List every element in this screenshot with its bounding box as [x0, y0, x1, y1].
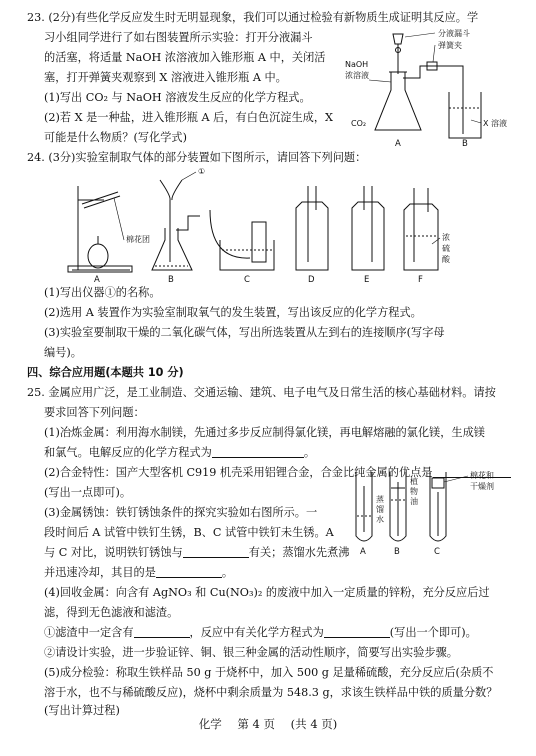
q25-p2-line-2: (写出一点即可)。: [44, 486, 132, 499]
q25-p3-line-2: 段时间后 A 试管中铁钉生锈，B、C 试管中铁钉未生锈。A: [44, 526, 334, 539]
fig23-label-b: B: [462, 139, 468, 149]
q25-p1-line-1: (1)冶炼金属：利用海水制镁，先通过多步反应制得氯化镁，再电解熔融的氯化镁，生成镁: [44, 426, 485, 439]
q23-line-1: 23. (2分)有些化学反应发生时无明显现象，我们可以通过检验有新物质生成证明其反应。学: [27, 11, 479, 24]
footer-total: (共 4 页): [290, 717, 338, 731]
q25-p3-line-4: 并迅速冷却，其目的是 。: [44, 566, 234, 579]
q25-p1-line-2: 和氯气。电解反应的化学方程式为 。: [44, 446, 316, 459]
q23-line-6: (2)若 X 是一种盐，进入锥形瓶 A 后，有白色沉淀生成，X: [44, 111, 334, 124]
q25-p4a-line: ①滤渣中一定含有 ，反应中有关化学方程式为 (写出一个即可)。: [44, 626, 477, 639]
q23-line-2: 习小组同学进行了如右图装置所示实验：打开分液漏斗: [44, 31, 313, 44]
fig25-label-c: C: [434, 547, 440, 557]
fig25-label-a: A: [360, 547, 366, 557]
q25-intro-1: 25. 金属应用广泛，是工业制造、交通运输、建筑、电子电气及日常生活的核心基础材料。请按: [27, 386, 496, 399]
fig25-water-3: 水: [376, 515, 384, 524]
q24-sub-1: (1)写出仪器①的名称。: [44, 286, 161, 299]
fig25-oil-1: 植: [410, 477, 418, 486]
fig24-cotton: 棉花团: [126, 235, 150, 244]
fig23-naoh-2: 浓溶液: [345, 71, 369, 80]
q24-sub-4: 编号)。: [44, 346, 82, 359]
page-footer: [0, 716, 536, 732]
q25-p4-line-1: (4)回收金属：向含有 AgNO₃ 和 Cu(NO₃)₂ 的废液中加入一定质量的锌粉，充分反应后过: [44, 586, 490, 599]
fig24-label-f: F: [418, 275, 423, 285]
fig25-dry-1: 棉花和: [470, 471, 494, 480]
q24-line-1: 24. (3分)实验室制取气体的部分装置如下图所示，请回答下列问题：: [27, 151, 367, 164]
q25-p4-line-2: 滤，得到无色滤液和滤渣。: [44, 606, 179, 619]
fig23-label-a: A: [395, 139, 401, 149]
fig25-label-b: B: [394, 547, 400, 557]
section-4-heading: 四、综合应用题(本题共 10 分): [27, 366, 184, 379]
q23-apparatus-figure: [345, 22, 520, 152]
fig23-x: X 溶液: [483, 119, 508, 128]
fig24-label-c: C: [244, 275, 250, 285]
fig24-acid-1: 浓: [442, 233, 450, 242]
q23-line-4: 塞，打开弹簧夹观察到 X 溶液进入锥形瓶 A 中。: [44, 71, 287, 84]
q25-p5-line-1: (5)成分检验：称取生铁样品 50 g 于烧杯中，加入 500 g 足量稀硫酸，充分反应后(杂质不: [44, 666, 494, 679]
q23-line-3: 的活塞，将适量 NaOH 浓溶液加入锥形瓶 A 中，关闭活: [44, 51, 326, 64]
q25-p5-line-3: (写出计算过程): [44, 704, 120, 717]
footer-page: 第 4 页: [237, 717, 276, 731]
fig23-funnel: 分液漏斗: [438, 29, 470, 38]
q23-line-5: (1)写出 CO₂ 与 NaOH 溶液发生反应的化学方程式。: [44, 91, 311, 104]
fig23-naoh: NaOH: [345, 60, 369, 69]
q25-p3-line-1: (3)金属锈蚀：铁钉锈蚀条件的探究实验如右图所示。一: [44, 506, 318, 519]
fig25-water-2: 馏: [376, 505, 384, 514]
fig25-oil-3: 油: [410, 497, 418, 506]
q25-p4b-line: ②请设计实验，进一步验证锌、铜、银三种金属的活动性顺序，简要写出实验步骤。: [44, 646, 458, 659]
fig24-acid-2: 硫: [442, 244, 450, 253]
q24-apparatus-figure: [60, 166, 460, 284]
fig23-clip: 弹簧夹: [438, 41, 462, 50]
fig24-acid-3: 酸: [442, 255, 450, 264]
fig23-co2: CO₂: [351, 119, 367, 128]
fig24-label-b: B: [168, 275, 174, 285]
fig24-label-d: D: [308, 275, 315, 285]
fig25-dry-2: 干燥剂: [470, 482, 494, 491]
q25-p3-line-3: 与 C 对比，说明铁钉锈蚀与 有关；蒸馏水先煮沸: [44, 546, 350, 559]
fig24-label-a: A: [94, 275, 100, 285]
q25-rusting-figure: [346, 466, 531, 556]
fig25-water-1: 蒸: [376, 495, 384, 504]
q24-sub-2: (2)选用 A 装置作为实验室制取氧气的发生装置，写出该反应的化学方程式。: [44, 306, 422, 319]
q25-p5-line-2: 溶于水，也不与稀硫酸反应)，烧杯中剩余质量为 548.3 g，求该生铁样品中铁的质量分数？: [44, 686, 498, 699]
q25-p2-line-1: (2)合金特性：国产大型客机 C919 机壳采用铝锂合金，合金比纯金属的优点是: [44, 466, 511, 480]
fig25-oil-2: 物: [410, 487, 418, 496]
footer-subject: 化学: [198, 717, 222, 731]
q24-sub-3: (3)实验室要制取干燥的二氧化碳气体，写出所选装置从左到右的连接顺序(写字母: [44, 326, 445, 339]
fig24-circle-1: ①: [198, 167, 206, 176]
q23-line-7: 可能是什么物质？(写化学式): [44, 131, 187, 144]
q25-intro-2: 要求回答下列问题：: [44, 406, 145, 419]
fig24-label-e: E: [364, 275, 370, 285]
